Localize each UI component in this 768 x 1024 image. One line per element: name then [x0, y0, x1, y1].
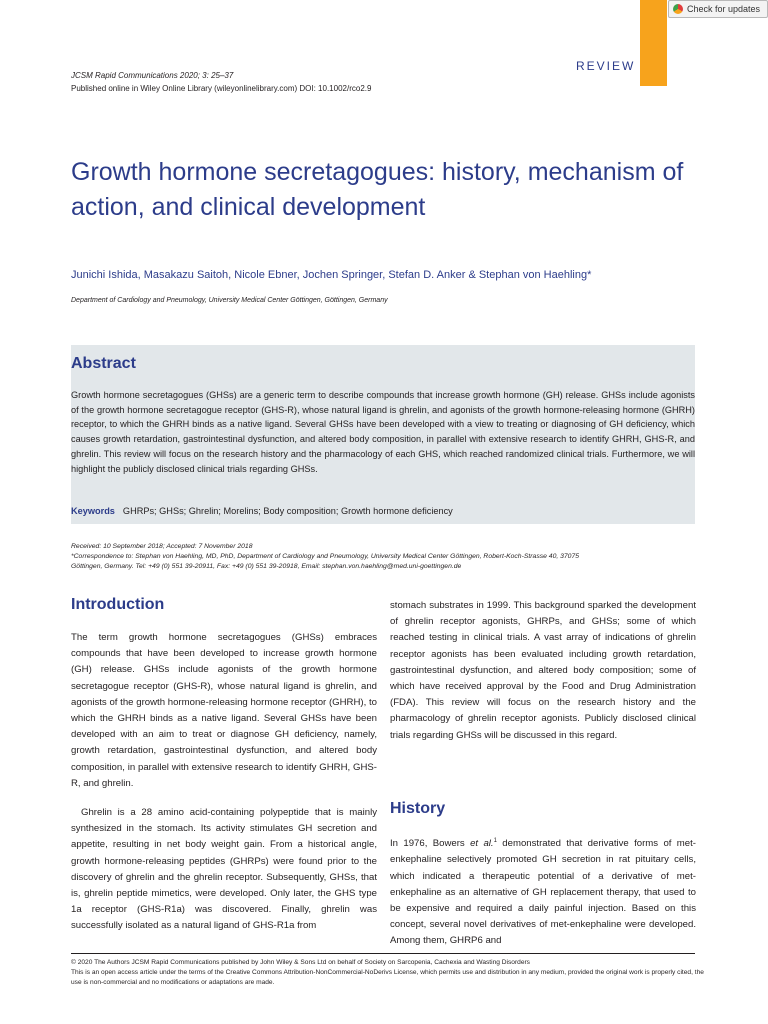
check-for-updates-label: Check for updates: [687, 4, 761, 14]
history-heading: History: [390, 800, 446, 817]
introduction-paragraph-2: Ghrelin is a 28 amino acid-containing polypeptide that is mainly synthesized in the stomach. Its activity stimulates GH secretion and appetite, resulting in net body weight gain. From a historical angle, growth hormone-releasing peptides (GHRPs) were found prior to the discovery of ghrelin and the ghrelin receptor. Subsequently, GHSs, that is, ghrelin peptide mimetics, were developed. Only later, the GHS type 1a receptor (GHS-R1a) was discovered. Finally, ghrelin was successfully isolated as a natural ligand of GHS-R1a from: [71, 807, 377, 932]
introduction-heading: Introduction: [71, 596, 165, 613]
received-dates: Received: 10 September 2018; Accepted: 7 November 2018: [71, 543, 253, 550]
publication-info: Published online in Wiley Online Library (wileyonlinelibrary.com) DOI: 10.1002/rco2.9: [71, 84, 372, 93]
journal-citation: JCSM Rapid Communications 2020; 3: 25–37: [71, 71, 234, 80]
history-text-start: In 1976, Bowers: [390, 838, 471, 850]
reference-marker[interactable]: 1: [493, 838, 497, 844]
et-al: et al.: [470, 838, 494, 850]
article-title: Growth hormone secretagogues: history, mechanism of action, and clinical development: [71, 158, 684, 221]
history-paragraph-1: [390, 833, 696, 950]
article-type-label: REVIEW: [576, 59, 636, 73]
correspondence-contact: Göttingen, Germany. Tel: +49 (0) 551 39-20911, Fax: +49 (0) 551 39-20918, Email: stephan.von.haehling@med.uni-goettingen.de: [71, 563, 462, 570]
abstract-text: Growth hormone secretagogues (GHSs) are a generic term to describe compounds that increase growth hormone (GH) release. GHSs include agonists of the growth hormone secretagogue receptor (GHS-R), whose natural ligand is ghrelin, and agonists of the growth hormone-releasing hormone (GHRH) receptor, to which the GHRH binds as a native ligand. Several GHSs have been developed with a view to treating or diagnosing of GH deficiency, which causes growth retardation, gastrointestinal dysfunction, and altered body composition, in parallel with extensive research to identify GHRH, GHS-R, and ghrelin. This review will focus on the research history and the pharmacology of each GHS, which reached randomized clinical trials. Furthermore, we will highlight the publicly disclosed clinical trials regarding GHSs.: [71, 390, 695, 474]
author-affiliation: Department of Cardiology and Pneumology, University Medical Center Göttingen, Göttingen, Germany: [71, 297, 388, 304]
keywords-list: GHRPs; GHSs; Ghrelin; Morelins; Body composition; Growth hormone deficiency: [122, 506, 453, 516]
crossmark-icon: [673, 4, 683, 14]
footer-divider: [71, 953, 695, 954]
copyright-line: © 2020 The Authors JCSM Rapid Communications published by John Wiley & Sons Ltd on behalf of Society on Sarcopenia, Cachexia and Wasting Disorders: [71, 959, 530, 966]
journal-color-tab: [640, 0, 667, 86]
introduction-paragraph-3: stomach substrates in 1999. This background sparked the development of ghrelin receptor agonists, GHRPs, and GHSs; some of which reached testing in clinical trials. A vast array of indications of ghrelin receptor agonists has been evaluated including growth retardation, gastrointestinal dysfunction, and altered body composition; some of which have received approval by the Food and Drug Administration (FDA). This review will focus on the research history and the pharmacology of ghrelin receptor agonists. Publicly disclosed clinical trials regarding GHSs will be discussed in this regard.: [390, 600, 696, 741]
check-for-updates-button[interactable]: [668, 0, 768, 18]
author-list: Junichi Ishida, Masakazu Saitoh, Nicole Ebner, Jochen Springer, Stefan D. Anker & Stephan von Haehling*: [71, 269, 592, 281]
keywords-row: [71, 506, 453, 516]
history-text-rest: demonstrated that derivative forms of met-enkephaline selectively promoted GH secretion in rat pituitary cells, which indicated a therapeutic potential of a derivative of met-enkephaline as an alternative of GH replacement therapy, that used to be expensive and required a daily painful injection. Based on this concept, several novel derivatives of met-enkephaline were developed. Among them, GHRP6 and: [390, 838, 696, 947]
correspondence-note: *Correspondence to: Stephan von Haehling, MD, PhD, Department of Cardiology and Pneumology, University Medical Center Göttingen, Robert-Koch-Strasse 40, 37075: [71, 553, 580, 560]
license-text: This is an open access article under the terms of the Creative Commons Attribution-NonCommercial-NoDerivs License, which permits use and distribution in any medium, provided the original work is properly cited, the use is non-commercial and no modifications or adaptations are made.: [71, 969, 704, 986]
keywords-label: Keywords: [71, 506, 115, 516]
abstract-heading: Abstract: [71, 355, 136, 372]
introduction-paragraph-1: The term growth hormone secretagogues (GHSs) embraces compounds that have been developed to increase growth hormone (GH) release. GHSs include agonists of the growth hormone secretagogue receptor (GHS-R), whose natural ligand is ghrelin, and agonists of the growth hormone-releasing hormone receptor (GHRH), to which the GHRH binds as a native ligand. Several GHSs have been developed with an aim to treat or diagnose GH deficiency, namely, growth retardation, gastrointestinal dysfunction, and altered body composition, in parallel with extensive research to identify GHRH, GHS-R, and ghrelin.: [71, 632, 377, 789]
